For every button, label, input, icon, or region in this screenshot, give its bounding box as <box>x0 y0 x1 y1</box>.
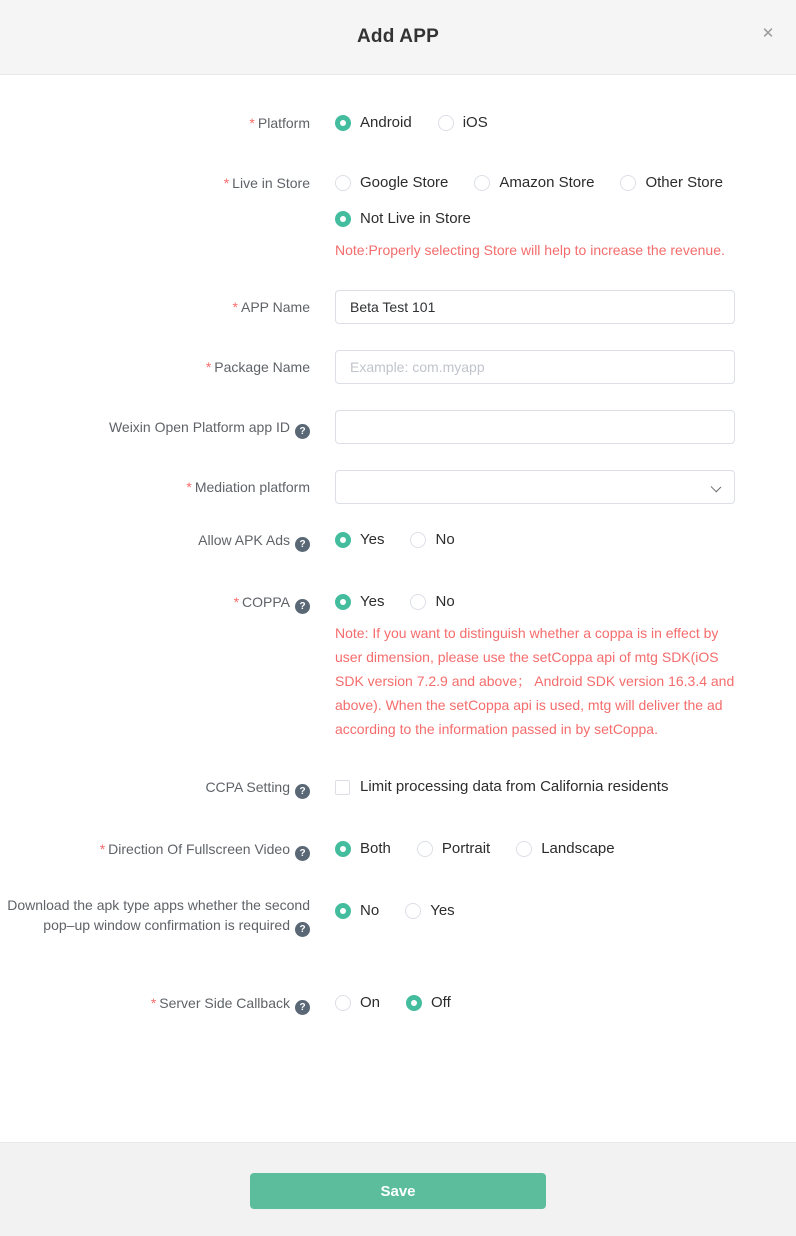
radio-coppa-yes[interactable] <box>335 592 384 612</box>
radio-label: No <box>360 902 380 919</box>
radio-label: On <box>360 994 381 1011</box>
weixin-app-id-control <box>335 410 796 444</box>
live-in-store-options <box>335 173 796 262</box>
radio-label: Android <box>360 114 412 131</box>
server-side-callback-options <box>335 993 796 1013</box>
live-in-store-label-text: Live in Store <box>232 175 310 191</box>
radio-label: Google Store <box>360 174 449 191</box>
coppa-note: Note: If you want to distinguish whether a coppa is in effect by user dimension, please use the setCoppa api of mtg SDK(iOS SDK version 7.2.9 and above； Android SDK version 16.3.4 and above). When the setCoppa api is used, mtg will deliver the ad according to the information passed in by setCoppa. <box>335 625 735 737</box>
help-icon[interactable]: ? <box>295 1000 310 1015</box>
mediation-platform-label <box>0 470 310 504</box>
radio-allow-apk-ads-yes[interactable] <box>335 530 384 550</box>
radio-direction-landscape[interactable] <box>516 839 614 859</box>
radio-selected-icon <box>406 995 422 1011</box>
radio-selected-icon <box>335 841 351 857</box>
radio-unselected-icon <box>405 903 421 919</box>
package-name-control <box>335 350 796 384</box>
ccpa-label <box>0 777 310 799</box>
apk-download-confirmation-options <box>335 895 796 921</box>
required-mark: * <box>205 359 212 375</box>
ccpa-label-text: CCPA Setting <box>205 779 290 795</box>
app-name-label-text: APP Name <box>241 299 310 315</box>
radio-selected-icon <box>335 211 351 227</box>
allow-apk-ads-label-text: Allow APK Ads <box>198 532 290 548</box>
modal-title: Add APP <box>357 26 439 47</box>
app-name-label <box>0 290 310 324</box>
help-icon[interactable]: ? <box>295 599 310 614</box>
radio-label: Yes <box>360 531 385 548</box>
radio-label: Other Store <box>645 174 723 191</box>
allow-apk-ads-options <box>335 530 796 550</box>
allow-apk-ads-label <box>0 530 310 552</box>
package-name-label-text: Package Name <box>214 359 310 375</box>
package-name-input[interactable] <box>335 350 735 384</box>
direction-label-text: Direction Of Fullscreen Video <box>108 841 290 857</box>
radio-direction-both[interactable] <box>335 839 391 859</box>
radio-allow-apk-ads-no[interactable] <box>410 530 454 550</box>
radio-unselected-icon <box>335 175 351 191</box>
required-mark: * <box>233 594 240 610</box>
required-mark: * <box>223 175 230 191</box>
form-row-mediation-platform <box>0 470 796 504</box>
radio-direction-portrait[interactable] <box>417 839 490 859</box>
package-name-label <box>0 350 310 384</box>
form-row-live-in-store <box>0 173 796 262</box>
allow-apk-ads-radio-group <box>335 530 796 550</box>
required-mark: * <box>249 115 255 131</box>
help-icon[interactable]: ? <box>295 784 310 799</box>
radio-platform-android[interactable] <box>335 113 412 133</box>
form-row-platform <box>0 113 796 133</box>
radio-callback-on[interactable] <box>335 993 380 1013</box>
close-icon[interactable]: ✕ <box>758 24 778 44</box>
radio-other-store[interactable] <box>620 173 723 193</box>
coppa-options <box>335 592 796 741</box>
radio-label: Both <box>360 840 391 857</box>
help-icon[interactable]: ? <box>295 922 310 937</box>
radio-label: Not Live in Store <box>360 210 471 227</box>
direction-label <box>0 839 310 861</box>
radio-unselected-icon <box>516 841 532 857</box>
modal-footer <box>0 1142 796 1236</box>
apk-download-confirmation-label <box>0 895 310 937</box>
radio-unselected-icon <box>410 532 426 548</box>
radio-unselected-icon <box>438 115 454 131</box>
weixin-app-id-label-text: Weixin Open Platform app ID <box>108 419 290 435</box>
form-row-apk-download-confirmation <box>0 895 796 937</box>
platform-label-text: Platform <box>257 115 310 131</box>
radio-label: Landscape <box>541 840 615 857</box>
radio-platform-ios[interactable] <box>438 113 488 133</box>
platform-label <box>0 113 310 133</box>
required-mark: * <box>186 479 192 495</box>
radio-label: Yes <box>430 902 455 919</box>
radio-amazon-store[interactable] <box>474 173 594 193</box>
mediation-platform-control <box>335 470 796 504</box>
chevron-down-icon <box>711 482 722 493</box>
apk-download-confirmation-radio-group <box>335 901 796 921</box>
radio-label: No <box>435 531 455 548</box>
platform-radio-group <box>335 113 796 133</box>
mediation-platform-label-text: Mediation platform <box>194 479 310 495</box>
live-in-store-note: Note:Properly selecting Store will help to increase the revenue. <box>335 242 725 258</box>
radio-selected-icon <box>335 903 351 919</box>
app-name-control <box>335 290 796 324</box>
radio-unselected-icon <box>620 175 636 191</box>
weixin-app-id-label <box>0 410 310 444</box>
save-button[interactable]: Save <box>250 1173 546 1209</box>
radio-unselected-icon <box>410 594 426 610</box>
form-row-ccpa <box>0 777 796 799</box>
apk-download-confirmation-label-text: Download the apk type apps whether the second pop–up window confirmation is required <box>7 897 310 933</box>
radio-label: Amazon Store <box>499 174 595 191</box>
form-row-allow-apk-ads <box>0 530 796 552</box>
live-in-store-label <box>0 173 310 193</box>
mediation-platform-select[interactable] <box>335 470 735 504</box>
form-row-coppa <box>0 592 796 741</box>
radio-callback-off[interactable] <box>406 993 451 1013</box>
radio-label: Portrait <box>441 840 491 857</box>
radio-selected-icon <box>335 532 351 548</box>
required-mark: * <box>232 299 238 315</box>
required-mark: * <box>150 995 157 1011</box>
direction-options <box>335 839 796 859</box>
radio-coppa-no[interactable] <box>410 592 454 612</box>
ccpa-checkbox[interactable] <box>335 777 796 797</box>
radio-google-store[interactable] <box>335 173 448 193</box>
radio-unselected-icon <box>417 841 433 857</box>
form-row-app-name <box>0 290 796 324</box>
form-row-weixin-app-id <box>0 410 796 444</box>
required-mark: * <box>99 841 106 857</box>
radio-unselected-icon <box>474 175 490 191</box>
app-name-input[interactable] <box>335 290 735 324</box>
modal-header <box>0 0 796 75</box>
live-in-store-radio-group-row1 <box>335 173 796 193</box>
radio-unselected-icon <box>335 995 351 1011</box>
server-side-callback-label-text: Server Side Callback <box>159 995 290 1011</box>
platform-options <box>335 113 796 133</box>
ccpa-control <box>335 777 796 797</box>
radio-selected-icon <box>335 115 351 131</box>
radio-label: Yes <box>360 593 385 610</box>
radio-selected-icon <box>335 594 351 610</box>
coppa-label <box>0 592 310 614</box>
server-side-callback-label <box>0 993 310 1015</box>
help-icon[interactable]: ? <box>295 846 310 861</box>
form-row-package-name <box>0 350 796 384</box>
radio-not-live-in-store[interactable] <box>335 209 471 229</box>
radio-label: iOS <box>462 114 488 131</box>
ccpa-checkbox-label: Limit processing data from California residents <box>360 778 669 795</box>
checkbox-unchecked-icon <box>335 780 350 795</box>
help-icon[interactable]: ? <box>295 537 310 552</box>
form-row-server-side-callback <box>0 993 796 1015</box>
help-icon[interactable]: ? <box>295 424 310 439</box>
server-side-callback-radio-group <box>335 993 796 1013</box>
modal-body <box>0 75 796 1142</box>
direction-radio-group <box>335 839 796 859</box>
coppa-radio-group <box>335 592 796 612</box>
radio-apk-confirm-yes[interactable] <box>405 901 454 921</box>
radio-apk-confirm-no[interactable] <box>335 901 379 921</box>
radio-label: No <box>435 593 455 610</box>
form-row-direction <box>0 839 796 861</box>
live-in-store-radio-group-row2 <box>335 209 796 229</box>
radio-label: Off <box>431 994 451 1011</box>
weixin-app-id-input[interactable] <box>335 410 735 444</box>
coppa-label-text: COPPA <box>242 594 290 610</box>
